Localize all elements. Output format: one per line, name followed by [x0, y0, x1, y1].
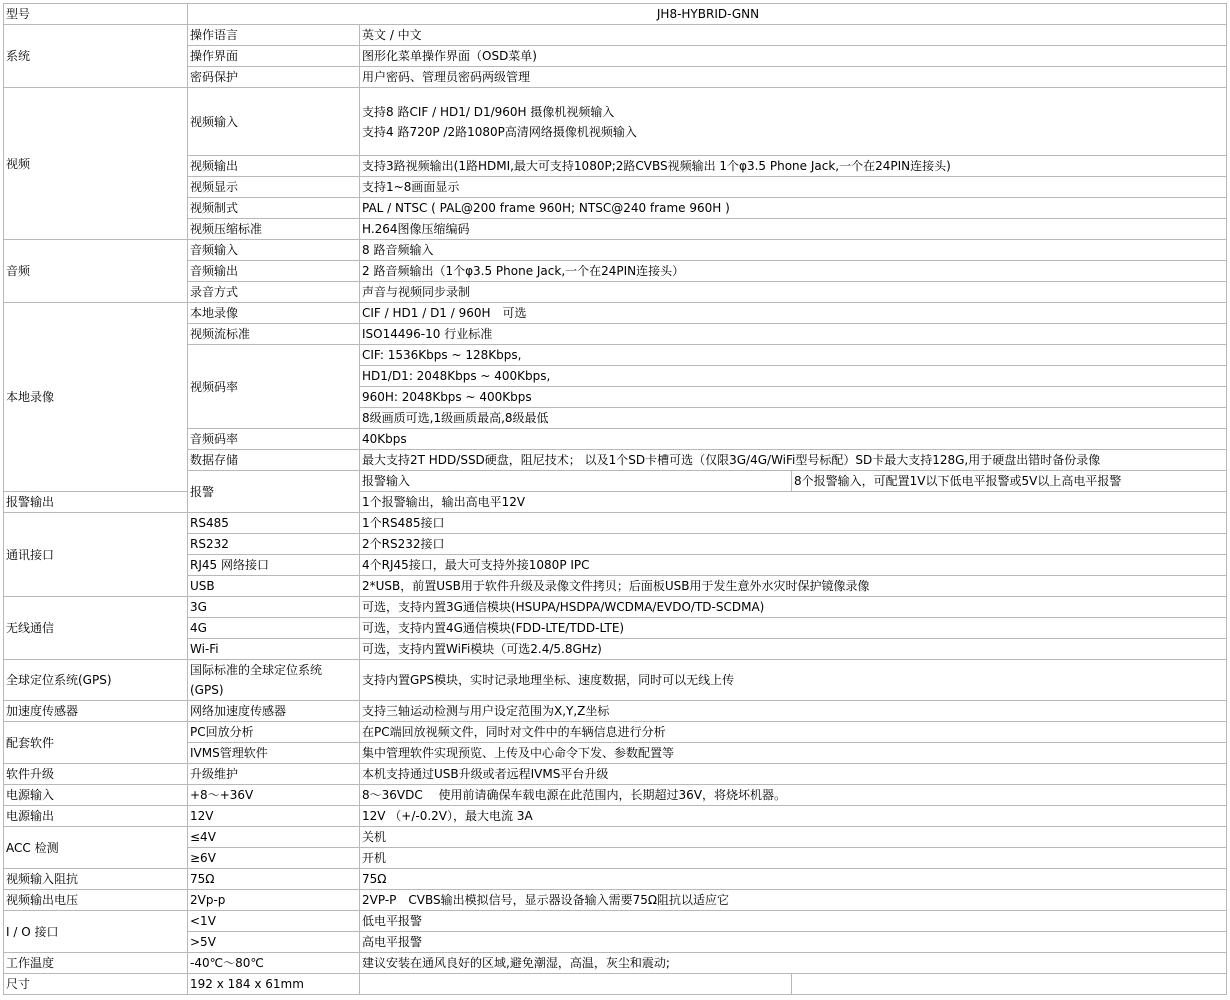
category-cell: 配套软件 — [4, 722, 188, 764]
item-cell: 音频输出 — [188, 261, 360, 282]
table-row — [4, 88, 1227, 156]
item-cell: 4G — [188, 618, 360, 639]
item-cell: 视频输出 — [188, 156, 360, 177]
table-row — [4, 848, 1227, 869]
value-cell: HD1/D1: 2048Kbps ~ 400Kbps, — [360, 366, 1227, 387]
value-cell: 关机 — [360, 827, 1227, 848]
item-cell: 操作语言 — [188, 25, 360, 46]
value-cell: 支持内置GPS模块，实时记录地理坐标、速度数据，同时可以无线上传 — [360, 660, 1227, 701]
item-cell: 3G — [188, 597, 360, 618]
table-row — [4, 429, 1227, 450]
value-cell: 可选，支持内置WiFi模块（可选2.4/5.8GHz) — [360, 639, 1227, 660]
category-cell: I / O 接口 — [4, 911, 188, 953]
item-cell: PC回放分析 — [188, 722, 360, 743]
table-row — [4, 303, 1227, 324]
table-row — [4, 46, 1227, 67]
category-cell: 电源输入 — [4, 785, 188, 806]
item-cell: 网络加速度传感器 — [188, 701, 360, 722]
table-row — [4, 240, 1227, 261]
table-row — [4, 639, 1227, 660]
table-row — [4, 345, 1227, 366]
category-cell: 尺寸 — [4, 974, 188, 995]
table-row — [4, 764, 1227, 785]
table-row — [4, 597, 1227, 618]
table-row — [4, 492, 1227, 513]
item-cell: 数据存储 — [188, 450, 360, 471]
item-cell: +8～+36V — [188, 785, 360, 806]
table-row — [4, 869, 1227, 890]
item-cell: 视频压缩标准 — [188, 219, 360, 240]
item-cell: 视频显示 — [188, 177, 360, 198]
category-cell: 加速度传感器 — [4, 701, 188, 722]
table-row — [4, 722, 1227, 743]
category-cell: ACC 检测 — [4, 827, 188, 869]
value-cell: 可选，支持内置3G通信模块(HSUPA/HSDPA/WCDMA/EVDO/TD-SCDMA) — [360, 597, 1227, 618]
category-cell: 音频 — [4, 240, 188, 303]
item-cell: >5V — [188, 932, 360, 953]
table-row — [4, 450, 1227, 471]
table-row — [4, 785, 1227, 806]
item-line: 国际标准的全球定位系统 — [190, 663, 323, 677]
item-cell: 视频码率 — [188, 345, 360, 429]
item-cell: 75Ω — [188, 869, 360, 890]
item-line: (GPS) — [190, 683, 224, 697]
category-cell: 电源输出 — [4, 806, 188, 827]
item-cell: RJ45 网络接口 — [188, 555, 360, 576]
value-cell: CIF / HD1 / D1 / 960H 可选 — [360, 303, 1227, 324]
value-cell: 8个报警输入，可配置1V以下低电平报警或5V以上高电平报警 — [792, 471, 1227, 492]
value-cell: 1个RS485接口 — [360, 513, 1227, 534]
value-cell: 8级画质可选,1级画质最高,8级最低 — [360, 408, 1227, 429]
spec-table — [3, 3, 1227, 995]
table-row — [4, 471, 1227, 492]
table-row — [4, 67, 1227, 88]
item-cell: 录音方式 — [188, 282, 360, 303]
item-cell: 192 x 184 x 61mm — [188, 974, 360, 995]
model-name: JH8-HYBRID-GNN — [188, 4, 1227, 25]
table-row — [4, 25, 1227, 46]
table-row — [4, 324, 1227, 345]
item-cell: USB — [188, 576, 360, 597]
table-row — [4, 219, 1227, 240]
value-cell: CIF: 1536Kbps ~ 128Kbps, — [360, 345, 1227, 366]
item-cell: 报警输入 — [360, 471, 792, 492]
category-cell: 视频输出电压 — [4, 890, 188, 911]
table-row — [4, 701, 1227, 722]
value-cell: 低电平报警 — [360, 911, 1227, 932]
table-row — [4, 282, 1227, 303]
item-cell: ≥6V — [188, 848, 360, 869]
value-cell: 75Ω — [360, 869, 1227, 890]
item-cell: RS232 — [188, 534, 360, 555]
value-line: 支持8 路CIF / HD1/ D1/960H 摄像机视频输入 — [362, 104, 615, 119]
item-cell: 报警输出 — [4, 492, 188, 513]
value-cell: 12V （+/-0.2V），最大电流 3A — [360, 806, 1227, 827]
item-cell: 12V — [188, 806, 360, 827]
value-cell: 支持3路视频输出(1路HDMI,最大可支持1080P;2路CVBS视频输出 1个φ3.5 Phone Jack,一个在24PIN连接头) — [360, 156, 1227, 177]
table-row — [4, 743, 1227, 764]
category-cell: 无线通信 — [4, 597, 188, 660]
item-cell: <1V — [188, 911, 360, 932]
value-cell: 图形化菜单操作界面（OSD菜单) — [360, 46, 1227, 67]
value-cell: 2VP-P CVBS输出模拟信号，显示器设备输入需要75Ω阻抗以适应它 — [360, 890, 1227, 911]
empty-cell — [792, 974, 1227, 995]
item-cell: ≤4V — [188, 827, 360, 848]
category-cell: 视频输入阻抗 — [4, 869, 188, 890]
value-cell: 开机 — [360, 848, 1227, 869]
table-row — [4, 156, 1227, 177]
item-cell: RS485 — [188, 513, 360, 534]
table-row — [4, 932, 1227, 953]
value-cell: 建议安装在通风良好的区域,避免潮湿，高温，灰尘和震动; — [360, 953, 1227, 974]
item-cell: 操作界面 — [188, 46, 360, 67]
value-cell: 8～36VDC 使用前请确保车载电源在此范围内，长期超过36V，将烧坏机器。 — [360, 785, 1227, 806]
value-cell: 英文 / 中文 — [360, 25, 1227, 46]
item-cell: 音频码率 — [188, 429, 360, 450]
model-label: 型号 — [4, 4, 188, 25]
item-cell: 视频制式 — [188, 198, 360, 219]
item-cell: 视频流标准 — [188, 324, 360, 345]
value-cell: PAL / NTSC ( PAL@200 frame 960H; NTSC@240 frame 960H ) — [360, 198, 1227, 219]
item-cell — [188, 660, 360, 701]
table-row — [4, 618, 1227, 639]
category-cell: 本地录像 — [4, 303, 188, 492]
category-cell: 视频 — [4, 88, 188, 240]
value-cell: 960H: 2048Kbps ~ 400Kbps — [360, 387, 1227, 408]
category-cell: 软件升级 — [4, 764, 188, 785]
table-row — [4, 555, 1227, 576]
item-cell: 密码保护 — [188, 67, 360, 88]
value-cell: 最大支持2T HDD/SSD硬盘，阻尼技术； 以及1个SD卡槽可选（仅限3G/4G/WiFi型号标配）SD卡最大支持128G,用于硬盘出错时备份录像 — [360, 450, 1227, 471]
value-cell: 2个RS232接口 — [360, 534, 1227, 555]
table-row — [4, 974, 1227, 995]
value-cell: H.264图像压缩编码 — [360, 219, 1227, 240]
value-cell — [360, 974, 792, 995]
value-cell: 2*USB，前置USB用于软件升级及录像文件拷贝；后面板USB用于发生意外水灾时保护镜像录像 — [360, 576, 1227, 597]
value-cell: 8 路音频输入 — [360, 240, 1227, 261]
table-row — [4, 513, 1227, 534]
category-cell: 系统 — [4, 25, 188, 88]
item-cell: IVMS管理软件 — [188, 743, 360, 764]
category-cell: 通讯接口 — [4, 513, 188, 597]
item-cell: 升级维护 — [188, 764, 360, 785]
value-cell: 2 路音频输出（1个φ3.5 Phone Jack,一个在24PIN连接头） — [360, 261, 1227, 282]
value-cell: 支持三轴运动检测与用户设定范围为X,Y,Z坐标 — [360, 701, 1227, 722]
item-cell: Wi-Fi — [188, 639, 360, 660]
value-cell: 支持1~8画面显示 — [360, 177, 1227, 198]
table-row — [4, 576, 1227, 597]
value-cell: 40Kbps — [360, 429, 1227, 450]
table-row — [4, 827, 1227, 848]
value-cell: 可选，支持内置4G通信模块(FDD-LTE/TDD-LTE) — [360, 618, 1227, 639]
table-row — [4, 4, 1227, 25]
value-cell — [360, 88, 1227, 156]
value-cell: 高电平报警 — [360, 932, 1227, 953]
value-cell: ISO14496-10 行业标准 — [360, 324, 1227, 345]
value-cell: 用户密码、管理员密码两级管理 — [360, 67, 1227, 88]
table-row — [4, 806, 1227, 827]
table-row — [4, 198, 1227, 219]
value-cell: 4个RJ45接口，最大可支持外接1080P IPC — [360, 555, 1227, 576]
table-row — [4, 261, 1227, 282]
table-row — [4, 534, 1227, 555]
table-row — [4, 660, 1227, 701]
table-row — [4, 177, 1227, 198]
value-cell: 1个报警输出，输出高电平12V — [360, 492, 1227, 513]
table-row — [4, 953, 1227, 974]
category-cell: 工作温度 — [4, 953, 188, 974]
item-cell: 2Vp-p — [188, 890, 360, 911]
value-cell: 本机支持通过USB升级或者远程IVMS平台升级 — [360, 764, 1227, 785]
category-cell: 报警 — [188, 471, 360, 513]
value-cell: 声音与视频同步录制 — [360, 282, 1227, 303]
value-line: 支持4 路720P /2路1080P高清网络摄像机视频输入 — [362, 124, 637, 139]
item-cell: 音频输入 — [188, 240, 360, 261]
value-cell: 集中管理软件实现预览、上传及中心命令下发、参数配置等 — [360, 743, 1227, 764]
value-cell: 在PC端回放视频文件，同时对文件中的车辆信息进行分析 — [360, 722, 1227, 743]
category-cell: 全球定位系统(GPS) — [4, 660, 188, 701]
item-cell: 本地录像 — [188, 303, 360, 324]
item-cell: -40℃～80℃ — [188, 953, 360, 974]
table-row — [4, 911, 1227, 932]
table-row — [4, 890, 1227, 911]
item-cell: 视频输入 — [188, 88, 360, 156]
